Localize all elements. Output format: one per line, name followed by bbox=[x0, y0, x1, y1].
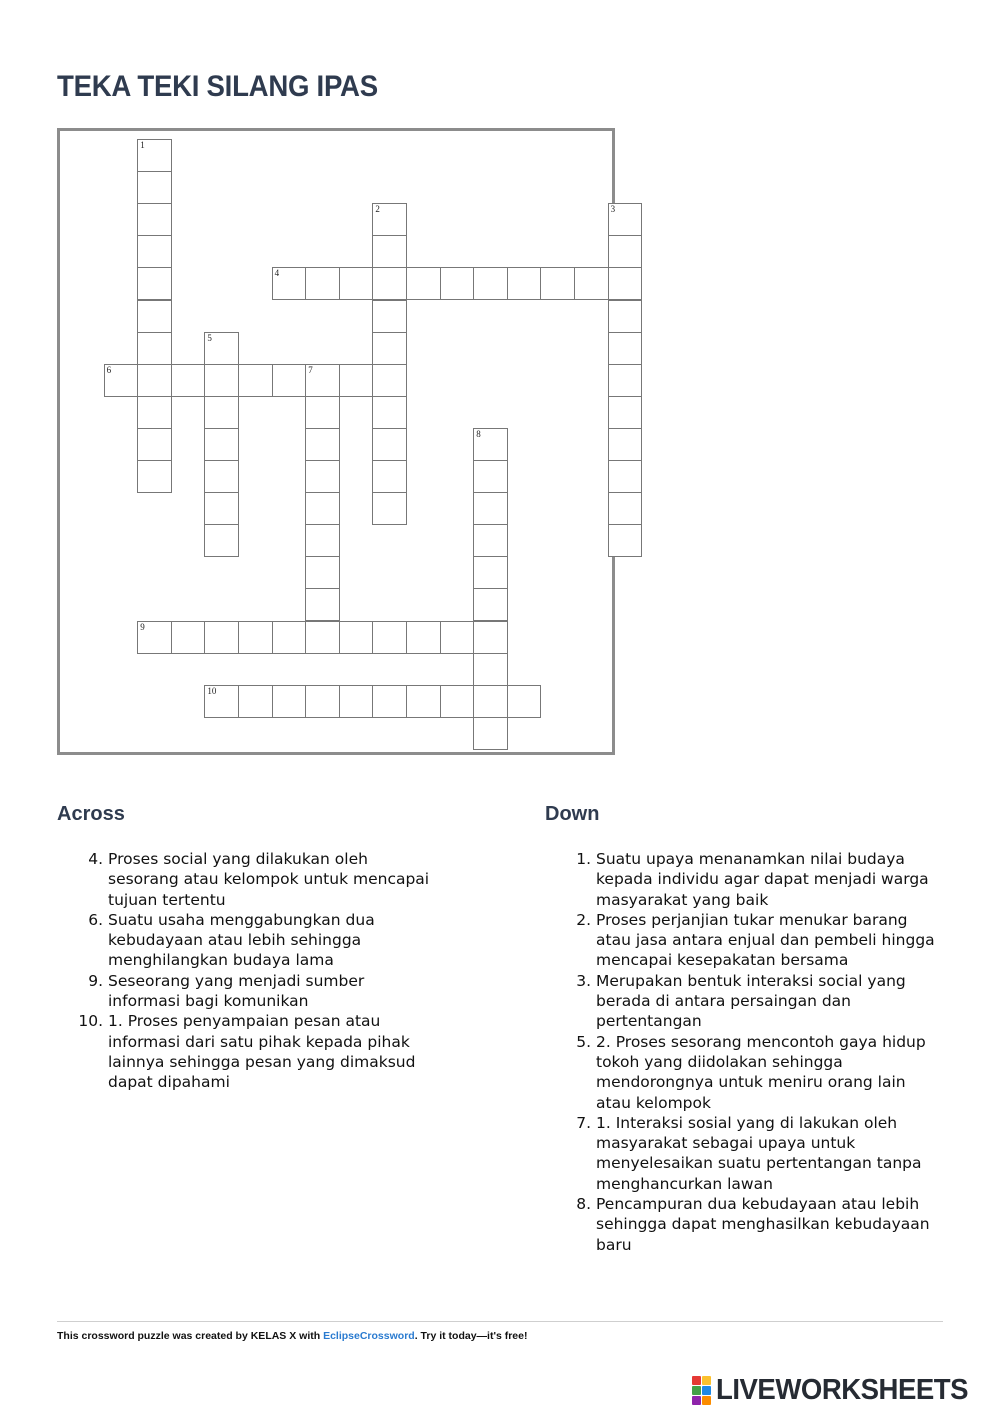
grid-cell[interactable] bbox=[137, 139, 172, 172]
down-clue bbox=[545, 1194, 945, 1255]
grid-cell[interactable] bbox=[305, 524, 340, 557]
grid-cell[interactable] bbox=[137, 364, 172, 397]
grid-cell[interactable] bbox=[204, 621, 239, 654]
grid-cell[interactable] bbox=[540, 267, 575, 300]
clue-text: Merupakan bentuk interaksi social yang berada di antara persaingan dan pertentangan bbox=[596, 971, 906, 1031]
down-clue bbox=[545, 1113, 945, 1194]
logo-square bbox=[702, 1376, 711, 1385]
grid-cell[interactable] bbox=[372, 460, 407, 493]
footer-credit bbox=[57, 1330, 527, 1342]
grid-cell[interactable] bbox=[574, 267, 609, 300]
grid-cell[interactable] bbox=[204, 492, 239, 525]
grid-cell[interactable] bbox=[204, 332, 239, 365]
grid-cell[interactable] bbox=[473, 588, 508, 621]
grid-cell[interactable] bbox=[204, 524, 239, 557]
down-clue bbox=[545, 849, 945, 910]
grid-cell[interactable] bbox=[608, 428, 643, 461]
logo-square bbox=[702, 1386, 711, 1395]
down-clue bbox=[545, 910, 945, 971]
clue-number: 5 bbox=[207, 332, 212, 343]
grid-cell[interactable] bbox=[473, 653, 508, 686]
clue-index: 7. bbox=[576, 1113, 591, 1132]
across-clue bbox=[57, 971, 437, 1012]
grid-cell[interactable] bbox=[238, 685, 273, 718]
grid-cell[interactable] bbox=[238, 364, 273, 397]
clue-text: 1. Interaksi sosial yang di lakukan oleh masyarakat sebagai upaya untuk menyelesaikan suatu pertentangan tanpa menghancurkan lawan bbox=[596, 1113, 922, 1193]
grid-cell[interactable] bbox=[372, 203, 407, 236]
grid-cell[interactable] bbox=[137, 621, 172, 654]
grid-cell[interactable] bbox=[440, 267, 475, 300]
grid-cell[interactable] bbox=[137, 300, 172, 333]
clue-text: 1. Proses penyampaian pesan atau informasi dari satu pihak kepada pihak lainnya sehingga pesan yang dimaksud dapat dipahami bbox=[108, 1012, 416, 1092]
clue-index: 4. bbox=[88, 850, 103, 868]
grid-cell[interactable] bbox=[473, 460, 508, 493]
clue-number: 4 bbox=[274, 268, 280, 279]
clue-text: 2. Proses sesorang mencontoh gaya hidup tokoh yang diidolakan sehingga mendorongnya untuk meniru orang lain atau kelompok bbox=[596, 1032, 926, 1112]
clue-text: Proses perjanjian tukar menukar barang atau jasa antara enjual dan pembeli hingga mencapai kesepakatan bersama bbox=[596, 910, 935, 970]
grid-cell[interactable] bbox=[507, 685, 542, 718]
liveworksheets-logo[interactable] bbox=[692, 1374, 981, 1406]
logo-square bbox=[702, 1396, 711, 1405]
grid-cell[interactable] bbox=[339, 267, 374, 300]
grid-cell[interactable] bbox=[104, 364, 139, 397]
crossword-grid bbox=[57, 128, 615, 755]
grid-cell[interactable] bbox=[137, 171, 172, 204]
grid-cell[interactable] bbox=[204, 685, 239, 718]
grid-cell[interactable] bbox=[137, 332, 172, 365]
eclipsecrossword-link[interactable]: EclipseCrossword bbox=[323, 1330, 415, 1342]
down-clue bbox=[545, 1032, 945, 1113]
grid-cell[interactable] bbox=[608, 267, 643, 300]
grid-cell[interactable] bbox=[137, 460, 172, 493]
grid-cell[interactable] bbox=[372, 621, 407, 654]
grid-cell[interactable] bbox=[372, 364, 407, 397]
grid-cell[interactable] bbox=[372, 267, 407, 300]
clue-number: 2 bbox=[375, 204, 380, 215]
grid-cell[interactable] bbox=[440, 685, 475, 718]
grid-cell[interactable] bbox=[473, 492, 508, 525]
grid-cell[interactable] bbox=[406, 267, 441, 300]
grid-cell[interactable] bbox=[238, 621, 273, 654]
down-clue bbox=[545, 971, 945, 1032]
grid-cell[interactable] bbox=[204, 460, 239, 493]
grid-cell[interactable] bbox=[473, 685, 508, 718]
grid-cell[interactable] bbox=[473, 267, 508, 300]
grid-cell[interactable] bbox=[305, 364, 340, 397]
clue-index: 6. bbox=[88, 910, 103, 929]
clue-text: Suatu upaya menanamkan nilai budaya kepada individu agar dapat menjadi warga masyarakat yang baik bbox=[596, 850, 929, 909]
across-clue bbox=[57, 910, 437, 971]
grid-cell[interactable] bbox=[608, 300, 643, 333]
grid-cell[interactable] bbox=[305, 492, 340, 525]
grid-cell[interactable] bbox=[171, 621, 206, 654]
logo-square bbox=[692, 1396, 701, 1405]
grid-cell[interactable] bbox=[372, 685, 407, 718]
grid-cell[interactable] bbox=[171, 364, 206, 397]
grid-cell[interactable] bbox=[372, 492, 407, 525]
grid-cell[interactable] bbox=[406, 621, 441, 654]
clue-index: 2. bbox=[576, 910, 591, 929]
grid-cell[interactable] bbox=[272, 621, 307, 654]
grid-cell[interactable] bbox=[608, 460, 643, 493]
grid-cell[interactable] bbox=[608, 396, 643, 429]
grid-cell[interactable] bbox=[372, 235, 407, 268]
grid-cell[interactable] bbox=[272, 364, 307, 397]
clue-number: 1 bbox=[140, 140, 145, 150]
grid-cell[interactable] bbox=[406, 685, 441, 718]
grid-cell[interactable] bbox=[272, 685, 307, 718]
clue-text: Suatu usaha menggabungkan dua kebudayaan atau lebih sehingga menghilangkan budaya lama bbox=[108, 910, 375, 970]
across-clue bbox=[57, 849, 437, 910]
clue-index: 10. bbox=[78, 1012, 103, 1031]
grid-cell[interactable] bbox=[339, 364, 374, 397]
footer-prefix: This crossword puzzle was created by KELAS X with bbox=[57, 1330, 324, 1342]
footer-divider bbox=[57, 1321, 943, 1322]
grid-cell[interactable] bbox=[339, 621, 374, 654]
page-title: TEKA TEKI SILANG IPAS bbox=[57, 70, 378, 103]
grid-cell[interactable] bbox=[608, 203, 643, 236]
liveworksheets-logo-text: LIVEWORKSHEETS bbox=[716, 1373, 969, 1406]
grid-cell[interactable] bbox=[440, 621, 475, 654]
clue-number: 10 bbox=[207, 685, 217, 696]
grid-cell[interactable] bbox=[272, 267, 307, 300]
across-clue-list bbox=[57, 849, 437, 1093]
clue-text: Seseorang yang menjadi sumber informasi bagi komunikan bbox=[108, 971, 365, 1011]
clue-index: 3. bbox=[576, 971, 591, 990]
grid-cell[interactable] bbox=[204, 428, 239, 461]
grid-cell[interactable] bbox=[305, 556, 340, 589]
grid-cell[interactable] bbox=[305, 267, 340, 300]
grid-cell[interactable] bbox=[372, 332, 407, 365]
grid-cell[interactable] bbox=[608, 235, 643, 268]
clue-number: 7 bbox=[308, 364, 313, 375]
footer-suffix: . Try it today—it's free! bbox=[414, 1330, 528, 1342]
grid-cell[interactable] bbox=[305, 460, 340, 493]
clue-number: 6 bbox=[106, 364, 112, 375]
clue-index: 1. bbox=[576, 850, 591, 868]
clue-index: 8. bbox=[576, 1195, 591, 1214]
grid-cell[interactable] bbox=[473, 621, 508, 654]
logo-square bbox=[692, 1376, 701, 1385]
clue-number: 8 bbox=[476, 428, 481, 439]
grid-cell[interactable] bbox=[137, 396, 172, 429]
grid-cell[interactable] bbox=[137, 235, 172, 268]
clue-text: Pencampuran dua kebudayaan atau lebih sehingga dapat menghasilkan kebudayaan baru bbox=[596, 1195, 930, 1254]
grid-cell[interactable] bbox=[204, 364, 239, 397]
clue-number: 9 bbox=[140, 621, 145, 632]
grid-cell[interactable] bbox=[372, 428, 407, 461]
grid-cell[interactable] bbox=[305, 588, 340, 621]
grid-cell[interactable] bbox=[473, 717, 508, 750]
across-clue bbox=[57, 1011, 437, 1092]
grid-cell[interactable] bbox=[305, 621, 340, 654]
down-heading: Down bbox=[545, 803, 600, 825]
grid-cell[interactable] bbox=[137, 203, 172, 236]
across-heading: Across bbox=[57, 803, 125, 825]
grid-cell[interactable] bbox=[137, 267, 172, 300]
grid-cell[interactable] bbox=[204, 396, 239, 429]
grid-cell[interactable] bbox=[372, 300, 407, 333]
grid-cell[interactable] bbox=[507, 267, 542, 300]
grid-cell[interactable] bbox=[608, 364, 643, 397]
grid-cell[interactable] bbox=[305, 685, 340, 718]
down-clue-list bbox=[545, 849, 945, 1255]
logo-square bbox=[692, 1386, 701, 1395]
grid-cell[interactable] bbox=[305, 396, 340, 429]
clue-number: 3 bbox=[610, 204, 616, 215]
grid-cell[interactable] bbox=[372, 396, 407, 429]
grid-cell[interactable] bbox=[608, 492, 643, 525]
grid-cell[interactable] bbox=[137, 428, 172, 461]
grid-cell[interactable] bbox=[608, 524, 643, 557]
grid-cell[interactable] bbox=[608, 332, 643, 365]
clue-text: Proses social yang dilakukan oleh sesorang atau kelompok untuk mencapai tujuan tertentu bbox=[108, 850, 430, 909]
grid-cell[interactable] bbox=[339, 685, 374, 718]
grid-cell[interactable] bbox=[473, 556, 508, 589]
grid-cell[interactable] bbox=[305, 428, 340, 461]
liveworksheets-logo-icon bbox=[692, 1376, 711, 1405]
clue-index: 9. bbox=[88, 971, 103, 990]
grid-cell[interactable] bbox=[473, 524, 508, 557]
grid-cell[interactable] bbox=[473, 428, 508, 461]
clue-index: 5. bbox=[576, 1032, 591, 1051]
